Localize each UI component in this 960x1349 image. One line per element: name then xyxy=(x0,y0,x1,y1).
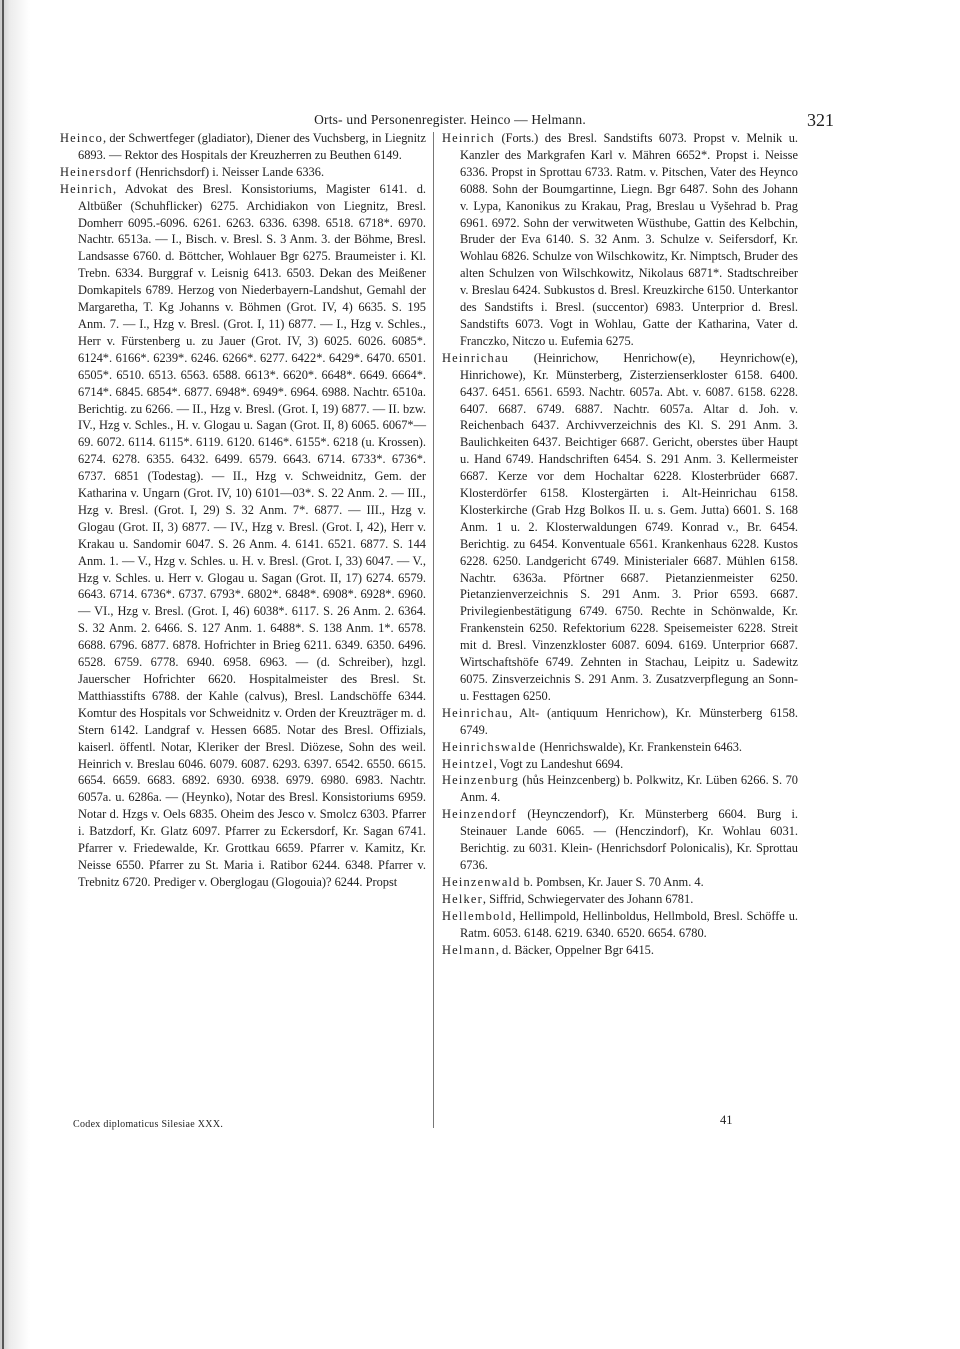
register-entry xyxy=(442,908,798,942)
entry-headword: Heintzel xyxy=(442,756,494,771)
register-entry xyxy=(442,739,798,756)
register-entry xyxy=(442,806,798,874)
register-entry xyxy=(442,772,798,806)
entry-text: (Heynczendorf), Kr. Münsterberg 6604. Burg i. Steinauer Lande 6065. — (Henczindorf), Kr. Wohlau 6031. Berichtig. zu 6031. Klein- (Henrichsdorf Polonicalis), Kr. Sprottau 6736. xyxy=(460,807,798,872)
binding-edge xyxy=(2,0,4,1349)
right-column xyxy=(442,130,798,958)
signature-line: Codex diplomaticus Silesiae XXX. xyxy=(73,1119,224,1130)
entry-headword: Heinrich xyxy=(60,181,113,196)
entry-text: , der Schwertfeger (gladiator), Diener des Vuchsberg, in Liegnitz 6893. — Rektor des Hospitals der Kreuzherren zu Beuthen 6149. xyxy=(78,131,426,162)
book-binding-shadow xyxy=(0,0,30,1349)
column-divider xyxy=(433,132,434,1128)
entry-text: (Henrichsdorf) i. Neisser Lande 6336. xyxy=(132,164,325,179)
entry-text: (Heinrichow, Henrichow(e), Heynrichow(e), Hinrichowe), Kr. Münsterberg, Zisterzienserkloster 6158. 6400. 6437. 6451. 6561. 6593. Nachtr. 6057a. Abt. v. 6087. 6158. 6228. 6407. 6687. 6749. 6887. Nachtr. 6057a. Altar d. Joh. v. Reichenbach 6437. Archivverzeichnis des Kl. S. 291 Anm. 3. Baulichkeiten 6437. Beichtiger 6687. Gericht, oberstes über Haupt u. Hand 6749. Handschriften 6454. S. 291 Anm. 3. Kellermeister 6687. Kerze vor dem Hochaltar 6228. Klosterbrüder 6687. Klosterdörfer 6158. Klostergärten i. Alt-Heinrichau 6158. Klosterkirche (Grab Hzg Bolkos II. u. s. Gem. Jutta) 6601. S. 168 Anm. 1 u. 2. Klosterwaldungen 6749. Konrad v., Br. 6454. Berichtig. zu 6454. Konventuale 6561. Krankenhaus 6228. Kustos 6228. 6250. Landgericht 6749. Ministerialer 6687. Mühlen 6158. Nachtr. 6363a. Pförtner 6687. Pietanzienmeister 6250. Pietanzienverzeichnis S. 291 Anm. 3. Prior 6593. 6687. Privilegienbestätigung 6749. 6750. Rechte in Schönwalde, Kr. Frankenstein 6250. Refektorium 6228. Speisemeister 6228. Streit mit d. Bresl. Vinzenzkloster 6087. 6094. 6169. Unterprior 6687. Wirtschaftshöfe 6749. Zehnten in Stachau, Leipitz u. Sadewitz 6075. Zinsverzeichnis S. 291 Anm. 3. Zusatzverpflegung an Sonn- u. Festtagen 6250. xyxy=(460,350,798,703)
register-entry xyxy=(442,705,798,739)
entry-headword: Heinrichswalde xyxy=(442,739,537,754)
register-entry xyxy=(442,350,798,705)
register-entry xyxy=(60,130,426,164)
entry-headword: Heinco xyxy=(60,131,103,145)
entry-text: , Alt- (antiquum Henrichow), Kr. Münsterberg 6158. 6749. xyxy=(460,705,798,737)
entry-text: (Henrichswalde), Kr. Frankenstein 6463. xyxy=(536,739,742,754)
entry-headword: Heinersdorf xyxy=(60,164,133,179)
entry-headword: Heinzenwald xyxy=(442,874,521,889)
register-entry xyxy=(442,891,798,908)
entry-text: , Advokat des Bresl. Konsistoriums, Magister 6141. d. Altbüßer (Schuhflicker) 6275. Archidiakon von Liegnitz, Bresl. Domherr 6095.-6096. 6261. 6263. 6336. 6398. 6518. 6718*. 6970. Nachtr. 6513a. — I., Bisch. v. Bresl. S. 3 Anm. 3. der Böhme, Bresl. Landsasse 6760. d. Böttcher, Wohlauer Bgr 6275. Braumeister i. Kl. Trebn. 6334. Burggraf v. Leisnig 6413. 6503. Dekan des Meißener Domkapitels 6789. Herzog von Niederbayern-Landshut, Gemahl der Margaretha, T. Kg Johanns v. Böhmen (Grot. IV, 4) 6635. S. 195 Anm. 7. — I., Hzg v. Bresl. (Grot. I, 11) 6877. — I., Hzg v. Schles., Herr v. Fürstenberg u. zu Jauer (Grot. IV, 3) 6025. 6026. 6085*. 6124*. 6166*. 6239*. 6246. 6266*. 6277. 6422*. 6429*. 6470. 6501. 6505*. 6510. 6513. 6563. 6588. 6613*. 6620*. 6648*. 6649. 6664*. 6714*. 6845. 6854*. 6877. 6948*. 6949*. 6964. 6988. Nachtr. 6510a. Berichtig. zu 6266. — II., Hzg v. Bresl. (Grot. I, 19) 6877. — II. bzw. IV., Hzg v. Schles., H. v. Glogau u. Sagan (Grot. II, 8) 6065. 6067*—69. 6072. 6114. 6115*. 6119. 6120. 6146*. 6155*. 6218 (u. Krossen). 6274. 6278. 6355. 6432. 6499. 6579. 6643. 6714. 6733*. 6736*. 6737. 6851 (Todestag). — II., Hzg v. Schweidnitz, Gem. der Katharina v. Ungarn (Grot. IV, 10) 6101—03*. S. 22 Anm. 2. — III., Hzg v. Bresl. (Grot. I, 29) S. 32 Anm. 7*. 6877. — III., Hzg v. Glogau (Grot. II, 3) 6877. — IV., Hzg v. Bresl. (Grot. I, 42), Herr v. Krakau u. Sandomir 6047. S. 26 Anm. 4. 6141. 6521. 6877. S. 144 Anm. 1. — V., Hzg v. Schles. u. H. v. Bresl. (Grot. I, 33) 6047. — V., Hzg v. Schles. u. Herr v. Glogau u. Sagan (Grot. II, 17) 6274. 6579. 6643. 6714. 6736*. 6737. 6793*. 6802*. 6848*. 6908*. 6928*. 6960. — VI., Hzg v. Bresl. (Grot. I, 46) 6038*. 6117. S. 26 Anm. 2. 6364. S. 32 Anm. 2. 6466. S. 127 Anm. 1. 6488*. S. 138 Anm. 1*. 6578. 6688. 6796. 6877. 6878. Hofrichter in Brieg 6211. 6349. 6350. 6496. 6528. 6759. 6778. 6940. 6958. 6963. — (d. Schreiber), hzgl. Jauerscher Hofrichter 6620. Hospitalmeister des Bresl. St. Matthiasstifts 6788. der Kahle (calvus), Bresl. Landschöffe 6344. Komtur des Hospitals vor Schweidnitz v. Orden der Kreuzträger m. d. Stern 6142. Landgraf v. Hessen 6685. Notar des Bresl. Offizials, kaiserl. öffentl. Notar, Kleriker der Bresl. Diözese, Sohn des weil. Heinrich v. Breslau 6046. 6079. 6087. 6293. 6397. 6542. 6550. 6615. 6654. 6659. 6683. 6892. 6930. 6938. 6979. 6980. 6983. Nachtr. 6057a. u. 6286a. — (Heynko), Notar des Bresl. Konsistoriums 6959. Notar d. Hzgs v. Oels 6835. Oheim des Jesco v. Smolcz 6303. Pfarrer i. Batzdorf, Kr. Glatz 6097. Pfarrer zu Eckersdorf, Kr. Sagan 6741. Pfarrer v. Friedewalde, Kr. Grottkau 6659. Pfarrer v. Kamitz, Kr. Neisse 6550. Pfarrer zu St. Maria i. Ratibor 6244. 6348. Pfarrer v. Trebnitz 6720. Prediger v. Oberglogau (Glogouia)? 6244. Propst xyxy=(78,181,426,889)
running-title: Orts- und Personenregister. Heinco — Helmann. xyxy=(314,112,586,127)
entry-headword: Heinrich xyxy=(442,131,495,145)
entry-headword: Heinzenburg xyxy=(442,773,519,788)
entry-text: , Vogt zu Landeshut 6694. xyxy=(493,756,624,771)
entry-text: , Hellimpold, Hellinboldus, Hellmbold, Bresl. Schöffe u. Ratm. 6053. 6148. 6219. 6340. 6520. 6654. 6780. xyxy=(460,908,798,940)
entry-text: , d. Bäcker, Oppelner Bgr 6415. xyxy=(495,942,654,957)
entry-headword: Heinrichau xyxy=(442,705,510,720)
entry-text: b. Pombsen, Kr. Jauer S. 70 Anm. 4. xyxy=(520,874,704,889)
register-entry xyxy=(442,942,798,959)
sheet-number: 41 xyxy=(720,1113,733,1127)
register-entry xyxy=(442,130,798,350)
entry-headword: Heinzendorf xyxy=(442,807,518,822)
register-entry xyxy=(442,874,798,891)
entry-text: , Siffrid, Schwiegervater des Johann 6781. xyxy=(482,891,694,906)
page-number: 321 xyxy=(807,110,834,130)
entry-headword: Helker xyxy=(442,891,483,906)
register-entry xyxy=(60,181,426,891)
register-entry xyxy=(442,756,798,773)
entry-headword: Hellembold xyxy=(442,908,513,923)
left-column xyxy=(60,130,426,891)
register-entry xyxy=(60,164,426,181)
entry-text: (hůs Heinzcenberg) b. Polkwitz, Kr. Lüben 6266. S. 70 Anm. 4. xyxy=(460,773,798,805)
entry-text: (Forts.) des Bresl. Sandstifts 6073. Propst v. Melnik u. Kanzler des Markgrafen Karl v. Mähren 6652*. Propst i. Neisse 6336. Propst in Sprottau 6733. Ratm. v. Pitschen, Vater des Heynco 6088. Sohn der Boumgartinne, Liegn. Bgr 6487. Sohn des Johann v. Lypa, Kanonikus zu Krakau, Prag, Breslau u Vyšehrad b. Prag 6961. 6972. Sohn der verwitweten Wüsthube, Gattin des Kelbchin, Bruder der Eva 6140. S. 32 Anm. 3. Schulze v. Seifersdorf, Kr. Wohlau 6826. Schulze von Wilschkowitz, Kr. Nimptsch, Bruder des alten Schulzen von Wilschkowitz, Nikolaus 6871*. Stadtschreiber v. Breslau 6424. Subkustos d. Bresl. Kreuzkirche 6150. Unterkantor des Sandstifts i. Bresl. (succentor) 6983. Unterprior d. Bresl. Sandstifts 6073. Vogt in Wohlau, Gatte der Katharina, Vater d. Franczko, Nitczo u. Eufemia 6275. xyxy=(460,131,798,348)
entry-headword: Helmann xyxy=(442,942,496,957)
entry-headword: Heinrichau xyxy=(442,350,510,365)
